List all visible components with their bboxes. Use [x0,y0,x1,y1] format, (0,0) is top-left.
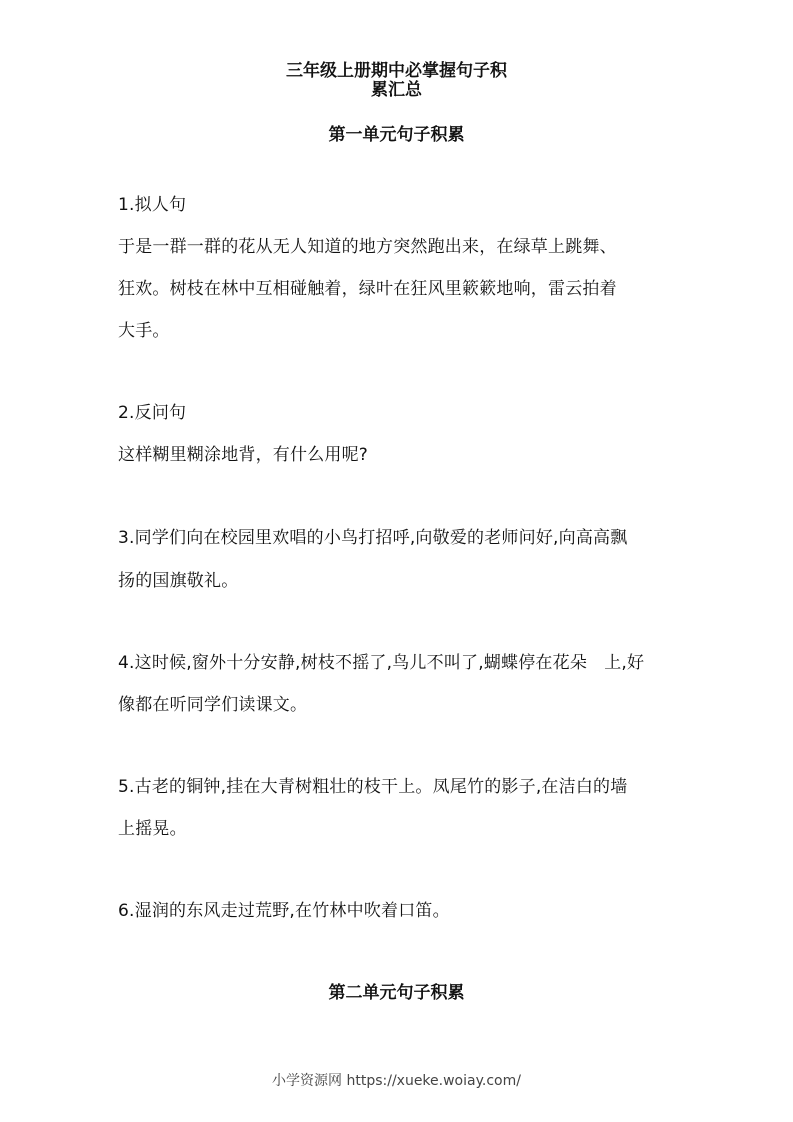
sentence-5-line-2: 上摇晃。 [118,819,187,839]
sentence-4-line-1: 4.这时候,窗外十分安静,树枝不摇了,鸟儿不叫了,蝴蝶停在花朵 上,好 [118,653,645,673]
footer-watermark: 小学资源网 https://xueke.woiay.com/ [272,1073,521,1089]
sentence-6-line-1: 6.湿润的东风走过荒野,在竹林中吹着口笛。 [118,901,450,921]
unit-2-heading: 第二单元句子积累 [328,983,465,1003]
sentence-2-label: 2.反问句 [118,403,187,423]
sentence-1-line-1: 于是一群一群的花从无人知道的地方突然跑出来，在绿草上跳舞、 [118,237,617,257]
sentence-4-line-2: 像都在听同学们读课文。 [118,695,308,715]
unit-1-heading: 第一单元句子积累 [328,125,465,145]
sentence-1-line-2: 狂欢。树枝在林中互相碰触着，绿叶在狂风里簌簌地响，雷云拍着 [118,279,617,299]
sentence-1-line-3: 大手。 [118,321,170,341]
sentence-2-line-1: 这样糊里糊涂地背，有什么用呢? [118,445,369,465]
document-title-line-2: 累汇总 [371,80,422,100]
sentence-3-line-1: 3.同学们向在校园里欢唱的小鸟打招呼,向敬爱的老师问好,向高高飘 [118,528,628,548]
sentence-5-line-1: 5.古老的铜钟,挂在大青树粗壮的枝干上。凤尾竹的影子,在洁白的墙 [118,777,628,797]
sentence-3-line-2: 扬的国旗敬礼。 [118,571,239,591]
document-title-line-1: 三年级上册期中必掌握句子积 [286,61,507,81]
document-title [0,62,793,100]
sentence-1-label: 1.拟人句 [118,195,187,215]
